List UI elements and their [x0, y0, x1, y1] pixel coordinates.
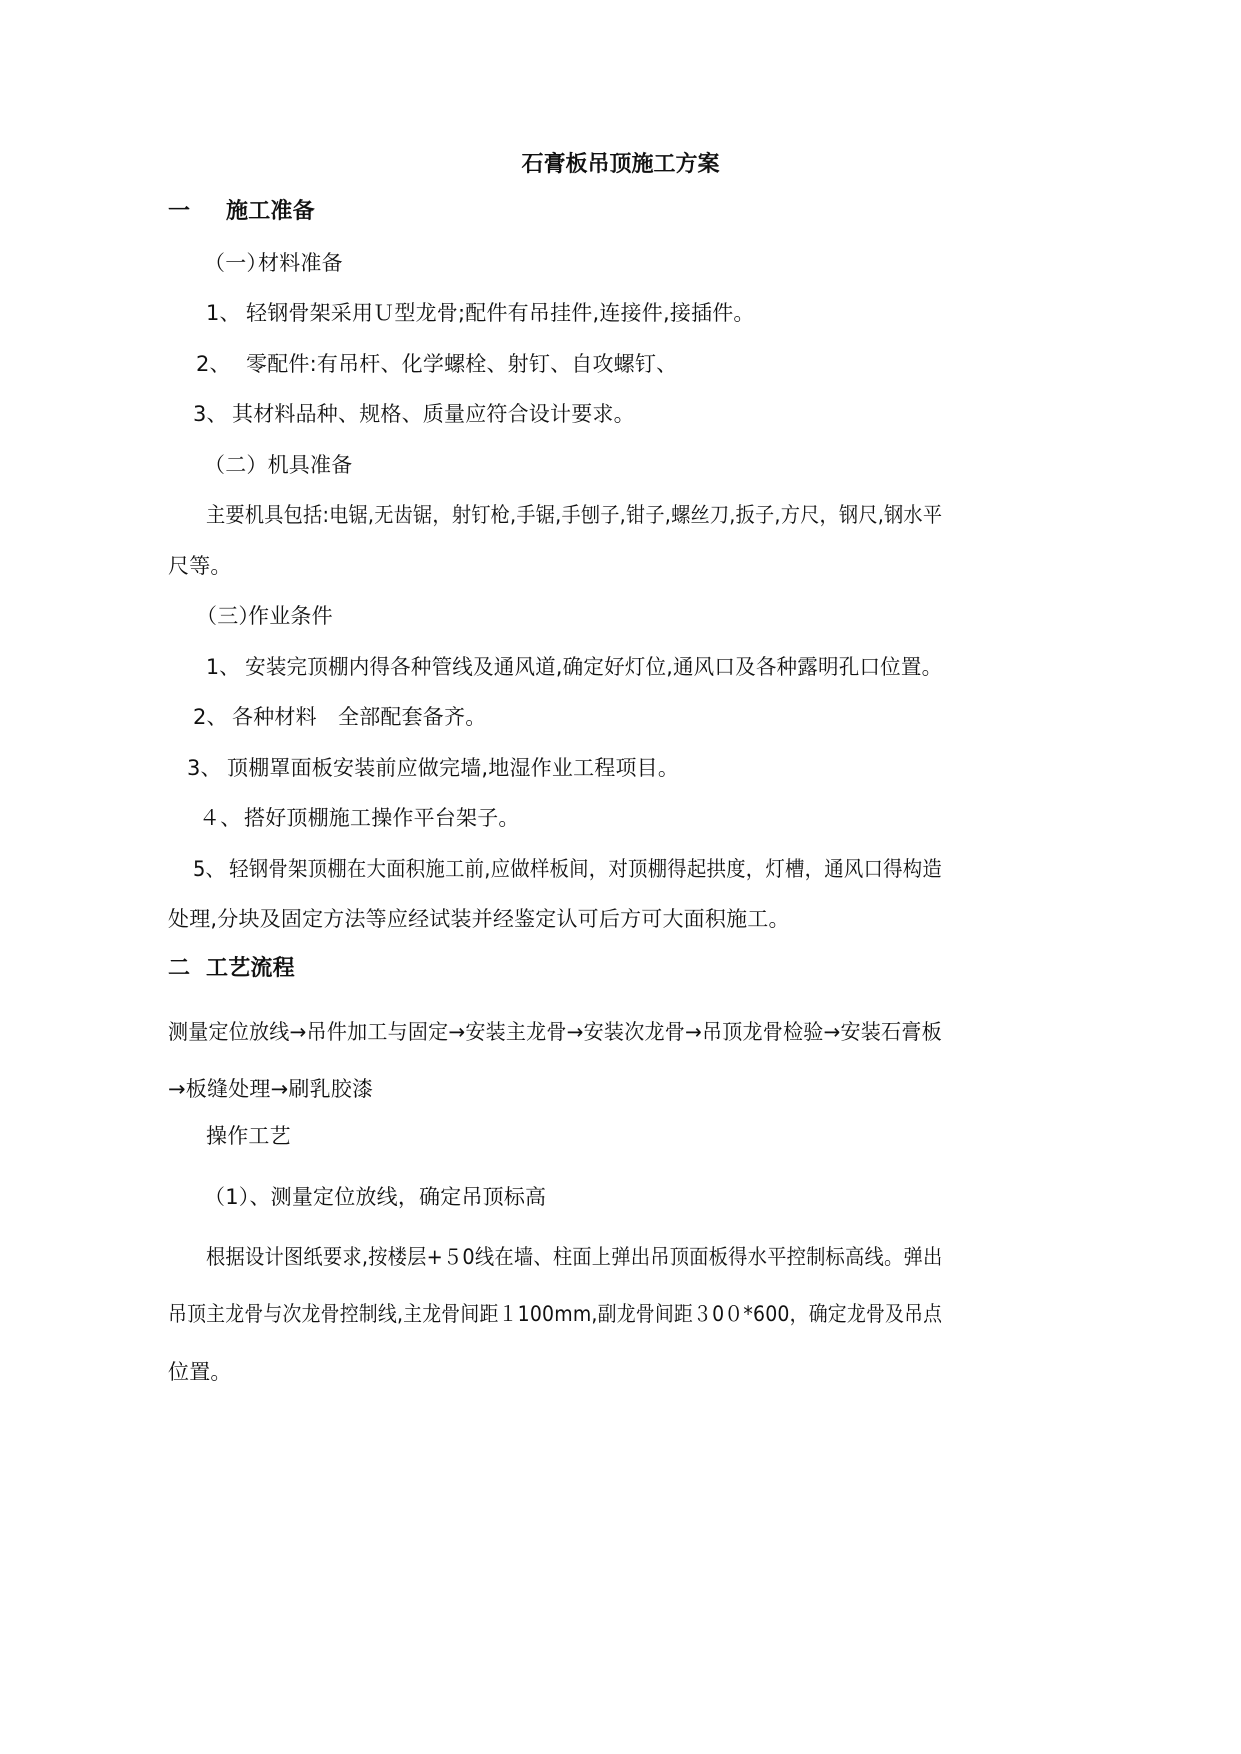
- operation-paragraph-line-1: 根据设计图纸要求,按楼层+５0线在墙、柱面上弹出吊顶面板得水平控制标高线。弹出: [206, 1245, 943, 1269]
- list-item: [193, 400, 635, 428]
- list-item-number: ４、: [199, 806, 242, 830]
- list-item-text: 各种材料 全部配套备齐。: [232, 705, 487, 729]
- list-item-text: 顶棚罩面板安装前应做完墙,地湿作业工程项目。: [227, 756, 680, 780]
- process-flow-line-2: →板缝处理→刷乳胶漆: [168, 1077, 374, 1101]
- list-item-continuation: 处理,分块及固定方法等应经试装并经鉴定认可后方可大面积施工。: [168, 907, 790, 931]
- section-1-heading: [168, 198, 315, 226]
- list-item: [199, 804, 520, 832]
- section-2-number: 二: [168, 956, 191, 981]
- section-1-number: 一: [168, 199, 191, 224]
- subsection-2-heading: （二）机具准备: [204, 453, 353, 477]
- subsection-1-heading: [204, 249, 343, 277]
- list-item-text: 安装完顶棚内得各种管线及通风道,确定好灯位,通风口及各种露明孔口位置。: [245, 655, 943, 679]
- tools-paragraph-line-2: 尺等。: [168, 554, 232, 578]
- section-2-heading: [168, 955, 295, 983]
- list-item: [196, 350, 677, 378]
- subsection-3-title: 作业条件: [248, 604, 333, 628]
- list-item-text: 轻钢骨架采用Ｕ型龙骨;配件有吊挂件,连接件,接插件。: [246, 301, 755, 325]
- document-title: 石膏板吊顶施工方案: [521, 152, 720, 177]
- section-2-title: 工艺流程: [206, 956, 295, 981]
- process-flow-line-1: 测量定位放线→吊件加工与固定→安装主龙骨→安装次龙骨→吊顶龙骨检验→安装石膏板: [168, 1020, 942, 1044]
- section-1-title: 施工准备: [226, 199, 315, 224]
- subsection-1-number: （一）: [204, 251, 268, 275]
- list-item-number: 1、: [206, 301, 241, 325]
- operation-paragraph-line-3: 位置。: [168, 1360, 232, 1384]
- list-item: [206, 299, 755, 327]
- list-item-number: 3、: [193, 402, 228, 426]
- list-item-number: 3、: [187, 756, 222, 780]
- list-item: [187, 754, 679, 782]
- list-item-number: 2、: [193, 705, 228, 729]
- operation-heading: 操作工艺: [206, 1124, 291, 1148]
- list-item-number: 5、: [193, 857, 226, 881]
- list-item-text: 搭好顶棚施工操作平台架子。: [244, 806, 520, 830]
- list-item-text: 轻钢骨架顶棚在大面积施工前,应做样板间，对顶棚得起拱度，灯槽，通风口得构造: [229, 857, 943, 881]
- list-item-number: 2、: [196, 352, 231, 376]
- subsection-3-heading: [196, 602, 333, 630]
- list-item: [193, 855, 942, 883]
- subsection-1-title: 材料准备: [258, 251, 343, 275]
- operation-paragraph-line-2: 吊顶主龙骨与次龙骨控制线,主龙骨间距１100mm,副龙骨间距３0０*600，确定龙骨及吊点: [168, 1302, 943, 1326]
- list-item-text: 其材料品种、规格、质量应符合设计要求。: [232, 402, 635, 426]
- list-item-text: 零配件:有吊杆、化学螺栓、射钉、自攻螺钉、: [246, 352, 678, 376]
- list-item: [206, 653, 942, 681]
- tools-paragraph-line-1: 主要机具包括:电锯,无齿锯，射钉枪,手锯,手刨子,钳子,螺丝刀,扳子,方尺，钢尺,钢水平: [206, 503, 943, 527]
- subsection-3-number: （三）: [196, 604, 260, 628]
- list-item: [193, 703, 486, 731]
- list-item-number: 1、: [206, 655, 240, 679]
- operation-step-1: （1）、测量定位放线，确定吊顶标高: [204, 1185, 547, 1209]
